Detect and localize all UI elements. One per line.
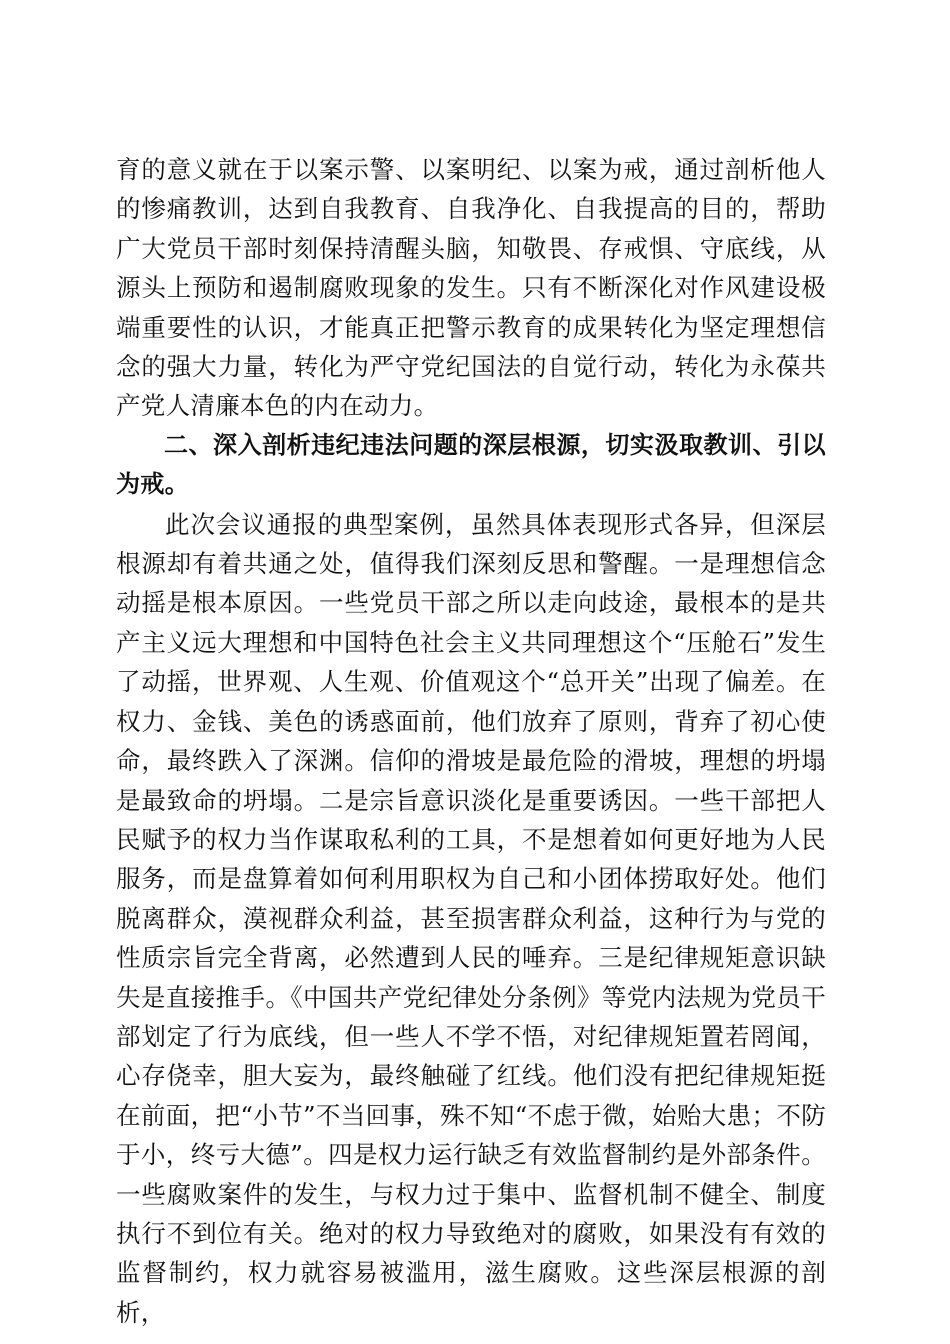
section-heading: 二、深入剖析违纪违法问题的深层根源，切实汲取教训、引以为戒。 [116, 430, 826, 499]
document-body [116, 150, 826, 1332]
body-paragraph: 此次会议通报的典型案例，虽然具体表现形式各异，但深层根源却有着共通之处，值得我们深刻反思和警醒。一是理想信念动摇是根本原因。一些党员干部之所以走向歧途，最根本的是共产主义远大理想和中国特色社会主义共同理想这个“压舱石”发生了动摇，世界观、人生观、价值观这个“总开关”出现了偏差。在权力、金钱、美色的诱惑面前，他们放弃了原则，背弃了初心使命，最终跌入了深渊。信仰的滑坡是最危险的滑坡，理想的坍塌是最致命的坍塌。二是宗旨意识淡化是重要诱因。一些干部把人民赋予的权力当作谋取私利的工具，不是想着如何更好地为人民服务，而是盘算着如何利用职权为自己和小团体捞取好处。他们脱离群众，漠视群众利益，甚至损害群众利益，这种行为与党的性质宗旨完全背离，必然遭到人民的唾弃。三是纪律规矩意识缺失是直接推手。《中国共产党纪律处分条例》等党内法规为党员干部划定了行为底线，但一些人不学不悟，对纪律规矩置若罔闻，心存侥幸，胆大妄为，最终触碰了红线。他们没有把纪律规矩挺在前面，把“小节”不当回事，殊不知“不虑于微，始贻大患；不防于小，终亏大德”。四是权力运行缺乏有效监督制约是外部条件。一些腐败案件的发生，与权力过于集中、监督机制不健全、制度执行不到位有关。绝对的权力导致绝对的腐败，如果没有有效的监督制约，权力就容易被滥用，滋生腐败。这些深层根源的剖析， [116, 509, 826, 1327]
body-paragraph-continued: 育的意义就在于以案示警、以案明纪、以案为戒，通过剖析他人的惨痛教训，达到自我教育、自我净化、自我提高的目的，帮助广大党员干部时刻保持清醒头脑，知敬畏、存戒惧、守底线，从源头上预防和遏制腐败现象的发生。只有不断深化对作风建设极端重要性的认识，才能真正把警示教育的成果转化为坚定理想信念的强大力量，转化为严守党纪国法的自觉行动，转化为永葆共产党人清廉本色的内在动力。 [116, 155, 826, 421]
